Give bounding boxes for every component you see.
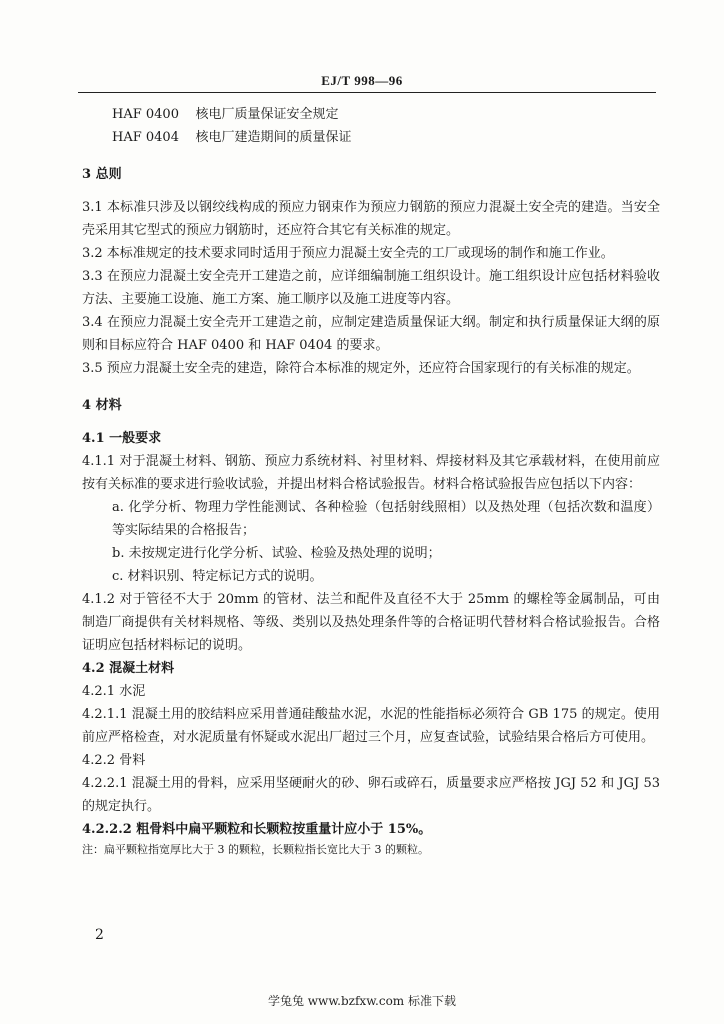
- subsection-heading: 4.1 一般要求: [82, 431, 162, 446]
- reference-item: [82, 126, 660, 149]
- clause: 4.2.1.1 混凝土用的胶结料应采用普通硅酸盐水泥，水泥的性能指标必须符合 GB 175 的规定。使用前应严格检查，对水泥质量有怀疑或水泥出厂超过三个月，应复查试验，试验结果合格后方可使用。: [82, 707, 660, 745]
- clause: 4.1.2 对于管径不大于 20mm 的管材、法兰和配件及直径不大于 25mm 的螺栓等金属制品，可由制造厂商提供有关材料规格、等级、类别以及热处理条件等的合格证明代替材料合格试验报告。合格证明应包括材料标记的说明。: [82, 592, 660, 653]
- header-rule: [78, 92, 656, 93]
- subsection-heading: 4.2.1 水泥: [82, 684, 146, 699]
- list-item: b. 未按规定进行化学分析、试验、检验及热处理的说明；: [112, 546, 441, 561]
- clause: 4.2.2.2 粗骨料中扁平颗粒和长颗粒按重量计应小于 15%。: [82, 822, 432, 837]
- reference-item: [82, 103, 660, 126]
- reference-code: HAF 0404: [112, 130, 179, 145]
- section-heading: 3 总则: [82, 167, 122, 182]
- clause: 4.1.1 对于混凝土材料、钢筋、预应力系统材料、衬里材料、焊接材料及其它承载材料，在使用前应按有关标准的要求进行验收试验，并提出材料合格试验报告。材料合格试验报告应包括以下内容：: [82, 454, 660, 492]
- clause: 3.4 在预应力混凝土安全壳开工建造之前，应制定建造质量保证大纲。制定和执行质量保证大纲的原则和目标应符合 HAF 0400 和 HAF 0404 的要求。: [82, 315, 660, 353]
- clause: 3.3 在预应力混凝土安全壳开工建造之前，应详细编制施工组织设计。施工组织设计应包括材料验收方法、主要施工设施、施工方案、施工顺序以及施工进度等内容。: [82, 269, 660, 307]
- reference-title: 核电厂质量保证安全规定: [195, 107, 339, 122]
- reference-title: 核电厂建造期间的质量保证: [195, 130, 352, 145]
- list-item: c. 材料识别、特定标记方式的说明。: [112, 569, 323, 584]
- list-item: a. 化学分析、物理力学性能测试、各种检验（包括射线照相）以及热处理（包括次数和温度）等实际结果的合格报告；: [112, 500, 660, 538]
- clause: 3.5 预应力混凝土安全壳的建造，除符合本标准的规定外，还应符合国家现行的有关标准的规定。: [82, 361, 640, 376]
- clause: 3.1 本标准只涉及以钢绞线构成的预应力钢束作为预应力钢筋的预应力混凝土安全壳的建造。当安全壳采用其它型式的预应力钢筋时，还应符合其它有关标准的规定。: [82, 200, 660, 238]
- standard-code-header: EJ/T 998—96: [321, 73, 403, 88]
- page-number: 2: [95, 927, 104, 943]
- note: 注：扁平颗粒指宽厚比大于 3 的颗粒，长颗粒指长宽比大于 3 的颗粒。: [82, 843, 429, 856]
- subsection-heading: 4.2 混凝土材料: [82, 661, 175, 676]
- watermark-footer: 学兔兔 www.bzfxw.com 标准下载: [267, 994, 457, 1008]
- reference-code: HAF 0400: [112, 107, 179, 122]
- subsection-heading: 4.2.2 骨料: [82, 753, 146, 768]
- body-text: [82, 103, 660, 859]
- section-heading: 4 材料: [82, 398, 122, 413]
- clause: 3.2 本标准规定的技术要求同时适用于预应力混凝土安全壳的工厂或现场的制作和施工作业。: [82, 246, 614, 261]
- clause: 4.2.2.1 混凝土用的骨料，应采用坚硬耐火的砂、卵石或碎石，质量要求应严格按 JGJ 52 和 JGJ 53 的规定执行。: [82, 776, 660, 814]
